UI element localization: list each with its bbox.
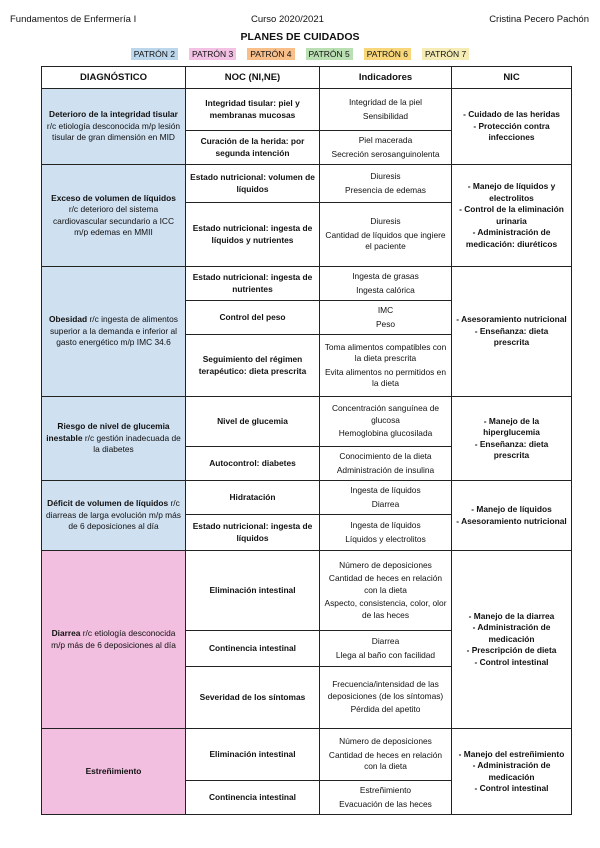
cell-line: Diuresis: [370, 216, 401, 227]
cell-line: - Manejo de la diarrea: [468, 610, 555, 621]
cell-line: Cantidad de heces en relación con la dieta: [328, 749, 443, 772]
cell-line: Sensibilidad: [362, 110, 409, 121]
indicators-cell: [320, 203, 452, 267]
nic-cell: [452, 165, 572, 267]
noc-cell: Curación de la herida: por segunda intención: [186, 131, 320, 165]
indicators-cell: [320, 481, 452, 515]
noc-cell: Continencia intestinal: [186, 631, 320, 667]
cell-line: - Prescripción de dieta: [466, 645, 557, 656]
diagnosis-cell: Exceso de volumen de líquidos r/c deterioro del sistema cardiovascular secundario a ICC m/p edemas en MMII: [42, 165, 186, 267]
header-diagnostico: DIAGNÓSTICO: [42, 67, 186, 89]
cell-line: Aspecto, consistencia, color, olor de las heces: [324, 598, 447, 620]
indicators-cell: [320, 89, 452, 131]
table-row: [42, 165, 572, 203]
diagnosis-cell: Diarrea r/c etiología desconocida m/p más de 6 deposiciones al día: [42, 551, 186, 729]
cell-line: - Manejo del estreñimiento: [458, 748, 565, 759]
cell-line: Hemoglobina glucosilada: [338, 428, 433, 439]
cell-line: Cantidad de líquidos que ingiere el paciente: [325, 229, 446, 252]
cell-line: Frecuencia/intensidad de las deposiciones (de los síntomas): [327, 679, 444, 701]
nic-cell: [452, 397, 572, 481]
nic-cell: [452, 551, 572, 729]
noc-cell: Estado nutricional: ingesta de nutrientes: [186, 267, 320, 301]
nic-cell: [452, 89, 572, 165]
cell-line: Llega al baño con facilidad: [335, 649, 436, 660]
legend-item-patron-7: PATRÓN 7: [422, 48, 469, 60]
nic-cell: [452, 267, 572, 397]
diagnosis-cell: Obesidad r/c ingesta de alimentos superior a la demanda e inferior al gasto energético m/p IMC 34.6: [42, 267, 186, 397]
cell-line: - Administración de medicación: [472, 760, 551, 782]
cell-line: Número de deposiciones: [339, 559, 432, 570]
pattern-legend: [0, 48, 600, 60]
cell-line: Conocimiento de la dieta: [339, 451, 432, 461]
noc-cell: Eliminación intestinal: [186, 551, 320, 631]
indicators-cell: [320, 667, 452, 729]
cell-line: Concentración sanguínea de glucosa: [331, 403, 440, 425]
cell-line: Ingesta de líquidos: [350, 520, 421, 530]
cell-line: - Asesoramiento nutricional: [456, 515, 567, 526]
indicators-cell: [320, 301, 452, 335]
noc-cell: Estado nutricional: volumen de líquidos: [186, 165, 320, 203]
header-right: Cristina Pecero Pachón: [489, 14, 589, 25]
cell-line: Ingesta de líquidos: [350, 485, 421, 495]
indicators-cell: [320, 165, 452, 203]
header-indicadores: Indicadores: [320, 67, 452, 89]
cell-line: Ingesta calórica: [356, 284, 415, 295]
cell-line: Estreñimiento: [359, 785, 412, 795]
cell-line: Líquidos y electrolitos: [345, 533, 426, 544]
page-title: PLANES DE CUIDADOS: [240, 31, 360, 43]
table-row: [42, 481, 572, 515]
indicators-cell: [320, 131, 452, 165]
cell-line: Número de deposiciones: [339, 736, 432, 747]
indicators-cell: [320, 447, 452, 481]
noc-cell: Hidratación: [186, 481, 320, 515]
table-header-row: [42, 67, 572, 89]
legend-item-patron-2: PATRÓN 2: [131, 48, 178, 60]
indicators-cell: [320, 781, 452, 815]
legend-item-patron-4: PATRÓN 4: [247, 48, 294, 60]
noc-cell: Nivel de glucemia: [186, 397, 320, 447]
indicators-cell: [320, 397, 452, 447]
cell-line: Pérdida del apetito: [350, 704, 421, 715]
cell-line: - Manejo de líquidos y electrolitos: [467, 181, 556, 203]
cell-line: - Manejo de líquidos: [471, 504, 552, 514]
cell-line: Diuresis: [370, 171, 401, 181]
cell-line: Diarrea: [371, 636, 400, 646]
cell-line: - Administración de medicación: diuréticos: [465, 227, 558, 249]
header-noc: NOC (NI,NE): [186, 67, 320, 89]
indicators-cell: [320, 631, 452, 667]
indicators-cell: [320, 551, 452, 631]
header-center: Curso 2020/2021: [251, 14, 324, 25]
indicators-cell: [320, 729, 452, 781]
cell-line: - Control de la eliminación urinaria: [459, 204, 564, 226]
table-row: [42, 729, 572, 781]
noc-cell: Integridad tisular: piel y membranas mucosas: [186, 89, 320, 131]
noc-cell: Seguimiento del régimen terapéutico: dieta prescrita: [186, 335, 320, 397]
legend-item-patron-3: PATRÓN 3: [189, 48, 236, 60]
cell-line: - Administración de medicación: [472, 622, 551, 644]
cell-line: Piel macerada: [358, 135, 413, 145]
cell-line: Diarrea: [371, 498, 400, 509]
cell-line: - Cuidado de las heridas: [463, 109, 560, 120]
cell-line: - Protección contra infecciones: [473, 120, 550, 143]
noc-cell: Eliminación intestinal: [186, 729, 320, 781]
nic-cell: [452, 481, 572, 551]
diagnosis-cell: Déficit de volumen de líquidos r/c diarreas de larga evolución m/p más de 6 deposiciones al día: [42, 481, 186, 551]
cell-line: - Asesoramiento nutricional: [456, 314, 567, 325]
diagnosis-cell: Riesgo de nivel de glucemia inestable r/c gestión inadecuada de la diabetes: [42, 397, 186, 481]
table-row: [42, 267, 572, 301]
cell-line: Ingesta de grasas: [352, 271, 419, 281]
noc-cell: Estado nutricional: ingesta de líquidos y nutrientes: [186, 203, 320, 267]
cell-line: Evacuación de las heces: [339, 798, 432, 809]
noc-cell: Continencia intestinal: [186, 781, 320, 815]
header-left: Fundamentos de Enfermería I: [10, 14, 137, 25]
legend-item-patron-6: PATRÓN 6: [364, 48, 411, 60]
cell-line: - Control intestinal: [474, 783, 549, 793]
table-row: [42, 89, 572, 131]
diagnosis-cell: Deterioro de la integridad tisular r/c etiología desconocida m/p lesión tisular de gran dimensión en MID: [42, 89, 186, 165]
legend-item-patron-5: PATRÓN 5: [306, 48, 353, 60]
cell-line: Cantidad de heces en relación con la dieta: [328, 573, 443, 595]
indicators-cell: [320, 335, 452, 397]
cell-line: Presencia de edemas: [344, 184, 426, 195]
cell-line: Peso: [375, 318, 396, 329]
cell-line: IMC: [377, 305, 394, 315]
cell-line: Administración de insulina: [336, 464, 435, 475]
table-row: [42, 551, 572, 631]
header-nic: NIC: [452, 67, 572, 89]
table-row: [42, 397, 572, 447]
cell-line: - Enseñanza: dieta prescrita: [474, 325, 549, 348]
noc-cell: Severidad de los síntomas: [186, 667, 320, 729]
cell-line: - Enseñanza: dieta prescrita: [474, 438, 549, 460]
cell-line: Evita alimentos no permitidos en la dieta: [324, 366, 447, 388]
cell-line: Toma alimentos compatibles con la dieta prescrita: [324, 341, 447, 363]
cell-line: Secreción serosanguinolenta: [331, 148, 440, 159]
care-plans-table: [41, 66, 572, 815]
cell-line: Integridad de la piel: [348, 97, 423, 107]
noc-cell: Control del peso: [186, 301, 320, 335]
nic-cell: [452, 729, 572, 815]
diagnosis-cell: Estreñimiento: [42, 729, 186, 815]
indicators-cell: [320, 515, 452, 551]
cell-line: - Manejo de la hiperglucemia: [483, 415, 540, 437]
noc-cell: Estado nutricional: ingesta de líquidos: [186, 515, 320, 551]
indicators-cell: [320, 267, 452, 301]
noc-cell: Autocontrol: diabetes: [186, 447, 320, 481]
cell-line: - Control intestinal: [474, 656, 549, 667]
